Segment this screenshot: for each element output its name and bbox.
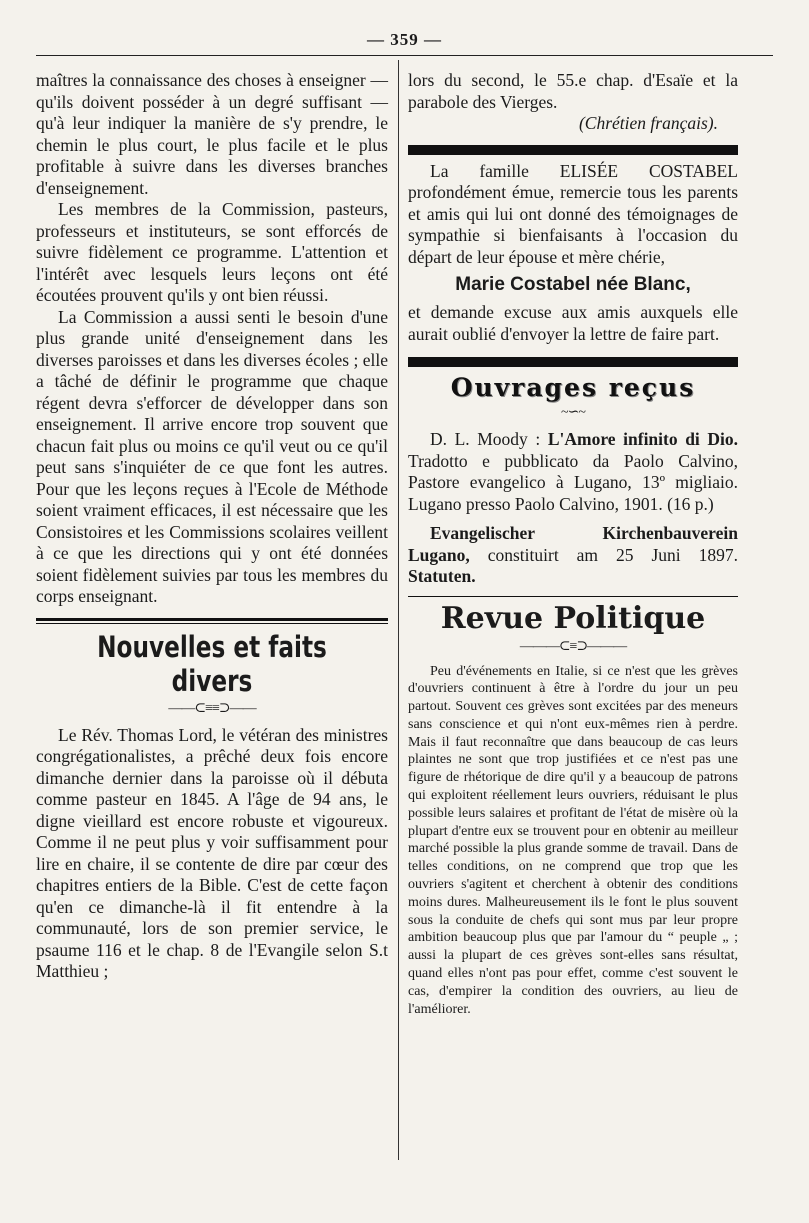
section-title-politique: Revue Politique: [440, 600, 706, 636]
black-rule: [408, 145, 738, 155]
book-title: L'Amore infinito di Dio.: [547, 429, 738, 449]
politique-paragraph: Peu d'événements en Italie, si ce n'est que les grèves d'ouvriers continuent à être à l'ordre du jour un peu partout. Souvent ces grèves sont excitées par des meneurs sans conscience et qui n'ont eux-mêmes rien à perdre. Mais il faut reconnaître que dans beaucoup de cas leurs plaintes ne sont que trop justifiées et ce n'est pas une figure de rhétorique de dire qu'il y a beaucoup de patrons qui exploitent réellement leurs ouvriers, réduisant le plus possible leurs salaires et profitant de l'état de misère où la plupart d'entre eux se trouvent pour en obtenir au meilleur marché possible la plus grande somme de travail. Dans de telles conditions, on ne comprend que trop que les ouvriers s'agitent et cherchent à obtenir des conditions moins dures. Malheureusement ils le font le plus souvent sous la conduite de chefs qui sont mus par leur propre ambition beaucoup plus que par l'amour du “ peuple „ ; aussi la plupart de ces grèves sont-elles sans résultat, quand elles n'ont pas pour effet, comme c'est souvent le cas, d'empirer la condition des ouvriers, au lieu de l'améliorer.: [408, 663, 738, 1017]
ornament-flourish: ———⊂≡⊃———: [519, 638, 627, 654]
paragraph-methode-1: maîtres la connaissance des choses à enseigner — qu'ils doivent posséder à un degré suffisant — qu'à leur indiquer la manière de s'y prendre, le chemin le plus court, le plus facile et le plus profitable à suivre dans les diverses branches d'enseignement.: [36, 70, 388, 198]
continuation-paragraph: lors du second, le 55.e chap. d'Esaïe et la parabole des Vierges.: [408, 70, 738, 112]
paragraph-methode-2: Les membres de la Commission, pasteurs, professeurs et instituteurs, se sont efforcés de suivre fidèlement ce programme. L'attention et l'intérêt avec lesquels leurs leçons ont été écoutées prouvent qu'ils y ont bien réussi.: [36, 199, 388, 305]
column-divider: [398, 60, 399, 1160]
notice-end: et demande excuse aux amis auxquels elle aurait oublié d'envoyer la lettre de faire part.: [408, 302, 738, 344]
header-rule: [36, 55, 773, 56]
ornament-flourish: ——⊂≡≡⊃——: [168, 700, 256, 716]
book-author: D. L. Moody :: [430, 429, 548, 449]
section-rule: [408, 596, 738, 597]
left-column: [36, 70, 388, 983]
book-title: Evangelischer Kirchenbauverein Lugano,: [408, 523, 738, 565]
book-title-end: Statuten.: [408, 566, 476, 586]
paragraph-methode-3: La Commission a aussi senti le besoin d'une plus grande unité d'enseignement dans les diverses paroisses et dans les diverses écoles ; elle a tâché de définir le programme que chaque régent devra s'efforcer de développer dans son enseignement. Il arrive encore trop souvent que chacun fait plus ou moins ce qu'il veut ou ce qu'il peut sans s'inquiéter de ce que font les autres. Pour que les leçons reçues à l'Ecole de Méthode soient vraiment efficaces, il est nécessaire que les Consistoires et les Commissions scolaires veillent à ce que les directions qui y ont été données soient fidèlement suivies par tous les membres du corps enseignant.: [36, 306, 388, 606]
book-details: Tradotto e pubblicato da Paolo Calvino, Pastore evangelico à Lugano, 13º migliaio. Lugano presso Paolo Calvino, 1901. (16 p.): [408, 450, 738, 514]
book-details: constituirt am 25 Juni 1897.: [469, 544, 738, 565]
source-signature: (Chrétien français).: [578, 113, 718, 133]
ornament-flourish: ~∽~: [561, 405, 585, 420]
page-number: — 359 —: [367, 30, 442, 49]
black-rule: [408, 357, 738, 367]
book-entry-moody: [408, 429, 738, 515]
notice-intro: La famille ELISÉE COSTABEL profondément émue, remercie tous les parents et amis qui lui ont donné des témoignages de sympathie si bienfaisants à l'occasion du départ de leur épouse et mère chérie,: [408, 160, 738, 267]
section-rule: [36, 618, 388, 624]
notice-name: Marie Costabel née Blanc,: [455, 274, 691, 295]
section-title-nouvelles: Nouvelles et faits divers: [97, 629, 327, 698]
book-entry-lugano: [408, 523, 738, 588]
right-column: [408, 70, 738, 1018]
news-paragraph: Le Rév. Thomas Lord, le vétéran des ministres congrégationalistes, a prêché deux fois encore dimanche dernier dans la paroisse où il débuta comme pasteur en 1845. A l'âge de 94 ans, le digne vieillard est encore robuste et vigoureux. Comme il ne peut plus y voir suffisamment pour lire en chaire, il se contente de dire par cœur des chapitres entiers de la Bible. C'est de cette façon qu'en ce dimanche-là il fit entendre à la communauté, lors de son premier service, le psaume 116 et le chap. 8 de l'Evangile selon S.t Matthieu ;: [36, 724, 388, 981]
section-title-ouvrages: Ouvrages reçus: [450, 373, 696, 402]
